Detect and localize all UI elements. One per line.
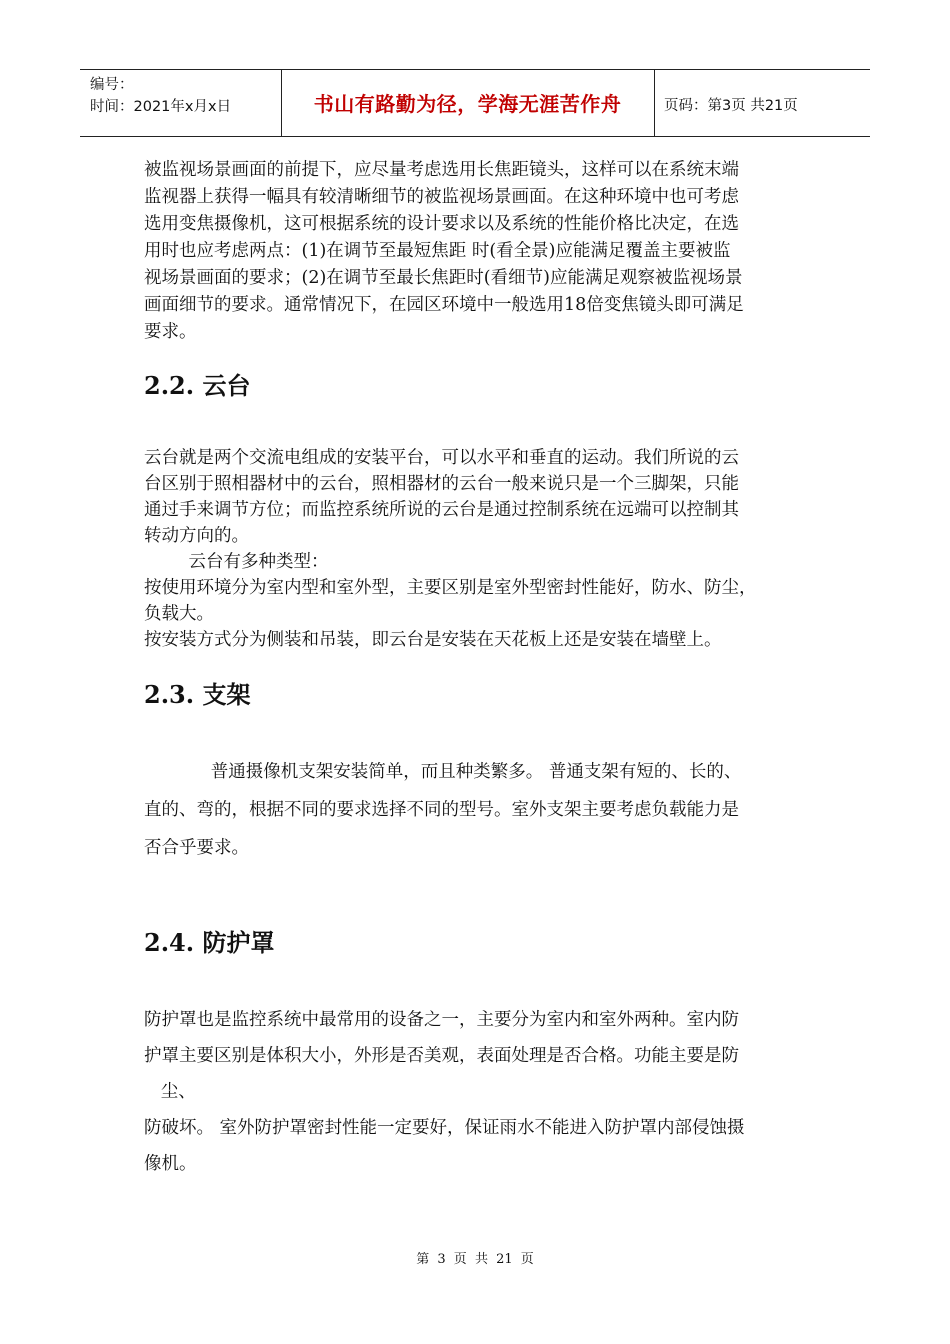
header-page-info: 页码：第3页 共21页 — [664, 98, 798, 114]
document-time: 时间：2021年x月x日 — [90, 99, 232, 115]
footer-text: 页 — [520, 1252, 534, 1267]
text-line: 云台就是两个交流电组成的安装平台，可以水平和垂直的运动。我们所说的云 — [144, 448, 739, 468]
text-line: 普通摄像机支架安装简单，而且种类繁多。 普通支架有短的、长的、 — [144, 762, 742, 782]
text-line: 负载大。 — [144, 604, 214, 624]
document-number-label: 编号： — [90, 77, 134, 93]
text-line: 像机。 — [144, 1154, 197, 1174]
page-footer — [0, 1248, 950, 1267]
footer-text: 第 — [416, 1252, 430, 1267]
header-divider — [654, 70, 655, 136]
text-line: 按安装方式分为侧装和吊装，即云台是安装在天花板上还是安装在墙壁上。 — [144, 630, 722, 650]
footer-text: 页 — [453, 1252, 467, 1267]
text-line: 防护罩也是监控系统中最常用的设备之一，主要分为室内和室外两种。室内防 — [144, 1010, 739, 1030]
header-table — [80, 69, 870, 137]
footer-page-number: 3 — [437, 1252, 446, 1267]
paragraph-2-4 — [144, 1002, 814, 1182]
text-line: 否合乎要求。 — [144, 838, 249, 858]
text-line: 画面细节的要求。通常情况下，在园区环境中一般选用18倍变焦镜头即可满足 — [144, 295, 744, 315]
section-heading-2-3: 2.3. 支架 — [144, 680, 251, 709]
text-line: 尘、 — [144, 1082, 196, 1102]
text-line: 被监视场景画面的前提下，应尽量考虑选用长焦距镜头，这样可以在系统末端 — [144, 160, 739, 180]
text-line: 选用变焦摄像机，这可根据系统的设计要求以及系统的性能价格比决定，在选 — [144, 214, 739, 234]
text-line: 云台有多种类型： — [144, 552, 329, 572]
text-line: 视场景画面的要求；(2)在调节至最长焦距时(看细节)应能满足观察被监视场景 — [144, 268, 743, 288]
text-line: 防破坏。 室外防护罩密封性能一定要好，保证雨水不能进入防护罩内部侵蚀摄 — [144, 1118, 745, 1138]
text-line: 护罩主要区别是体积大小，外形是否美观，表面处理是否合格。功能主要是防 — [144, 1046, 739, 1066]
paragraph-2-3 — [144, 753, 814, 867]
paragraph-2-2 — [144, 445, 814, 653]
header-left-cell — [90, 74, 231, 118]
header-motto: 书山有路勤为径，学海无涯苦作舟 — [313, 92, 622, 116]
text-line: 台区别于照相器材中的云台，照相器材的云台一般来说只是一个三脚架，只能 — [144, 474, 739, 494]
paragraph-intro — [144, 157, 814, 346]
text-line: 用时也应考虑两点：(1)在调节至最短焦距 时(看全景)应能满足覆盖主要被监 — [144, 241, 731, 261]
text-line: 通过手来调节方位；而监控系统所说的云台是通过控制系统在远端可以控制其 — [144, 500, 739, 520]
section-heading-2-4: 2.4. 防护罩 — [144, 928, 275, 957]
text-line: 要求。 — [144, 322, 197, 342]
text-line: 按使用环境分为室内型和室外型，主要区别是室外型密封性能好，防水、防尘， — [144, 578, 757, 598]
footer-total-pages: 21 — [496, 1252, 513, 1267]
text-line: 监视器上获得一幅具有较清晰细节的被监视场景画面。在这种环境中也可考虑 — [144, 187, 739, 207]
footer-text: 共 — [474, 1252, 488, 1267]
text-line: 转动方向的。 — [144, 526, 249, 546]
text-line: 直的、弯的，根据不同的要求选择不同的型号。室外支架主要考虑负载能力是 — [144, 800, 739, 820]
section-heading-2-2: 2.2. 云台 — [144, 371, 251, 400]
